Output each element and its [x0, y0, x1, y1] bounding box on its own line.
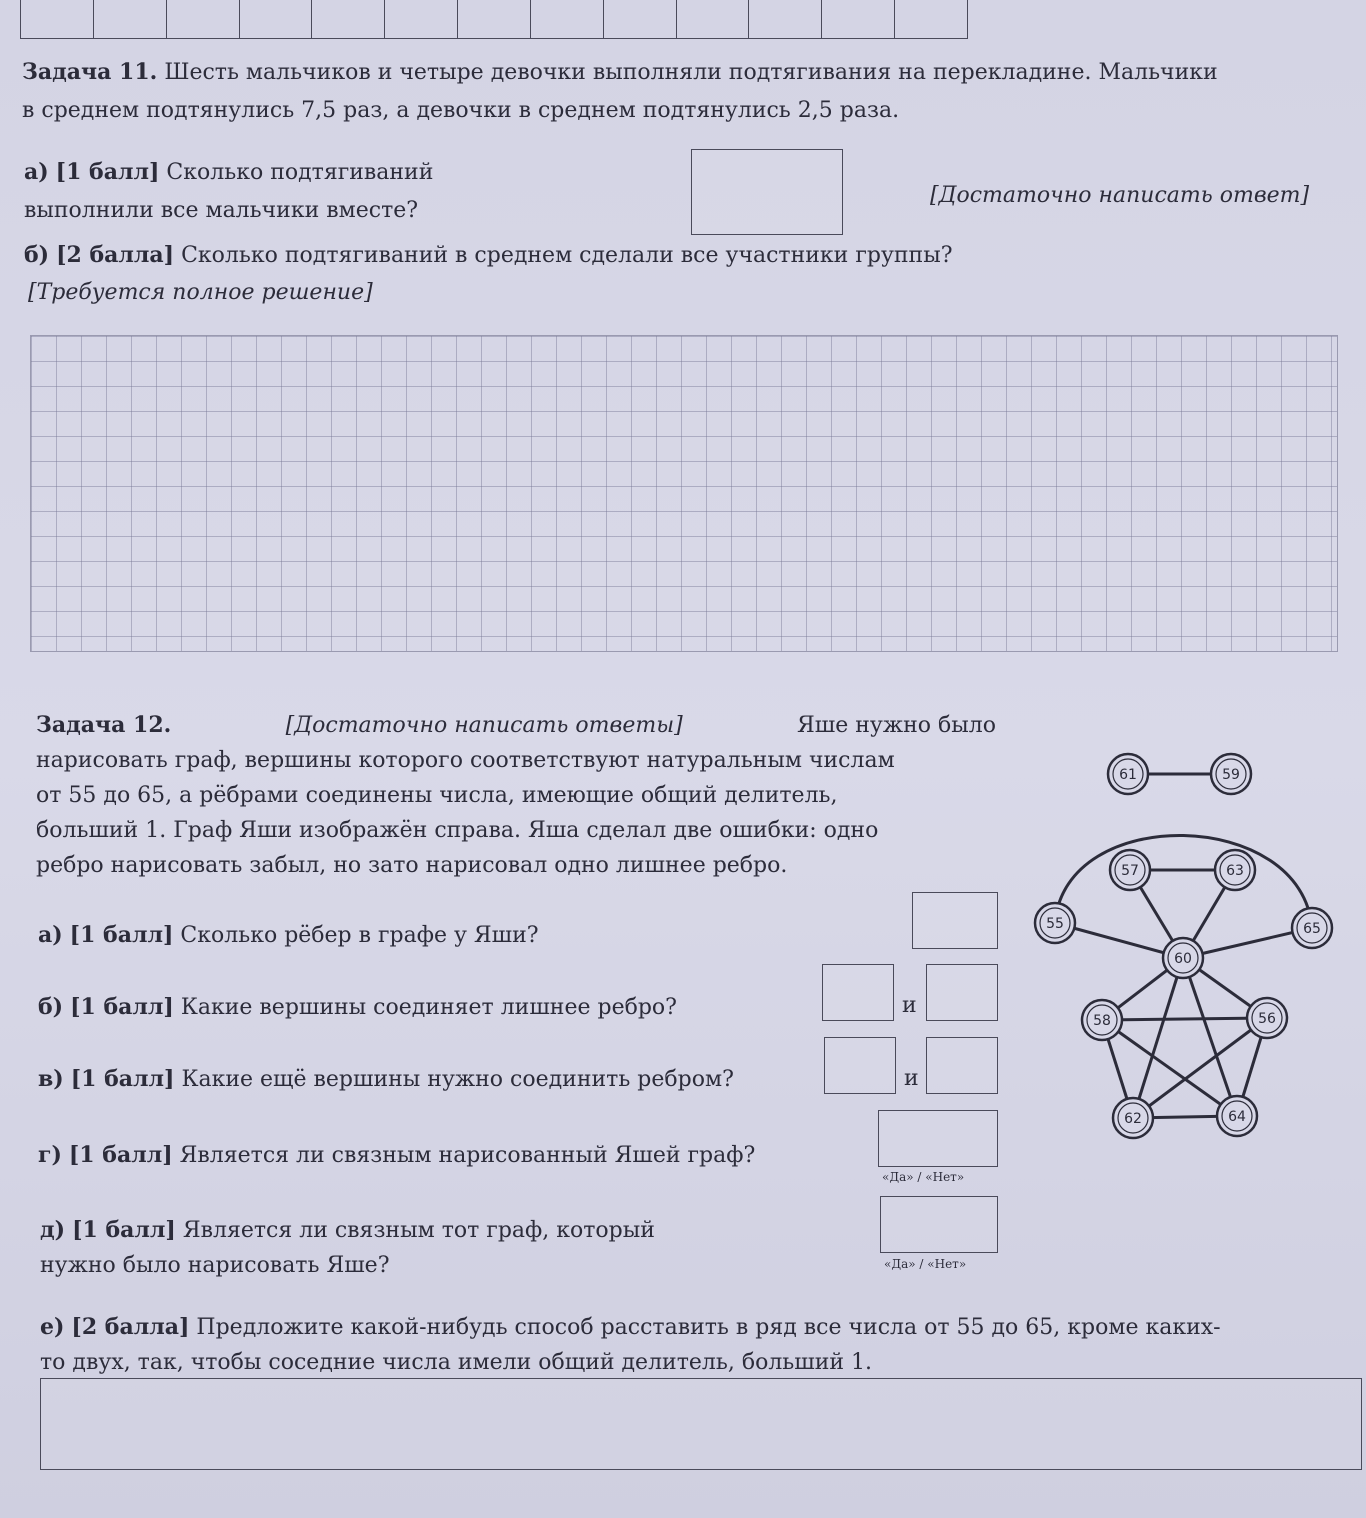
vertex-65-label: 65: [1303, 921, 1321, 937]
task12-d-text2: нужно было нарисовать Яше?: [40, 1253, 390, 1278]
edge-58-56: [1102, 1018, 1267, 1020]
vertex-59-label: 59: [1222, 767, 1240, 783]
task12-text-line5: ребро нарисовать забыл, но зато нарисовал одно лишнее ребро.: [36, 853, 788, 878]
task12-d-label: д): [40, 1217, 66, 1243]
task12-v-and: и: [904, 1066, 919, 1091]
top-answer-strip: [20, 0, 968, 39]
task12-text-line4: больший 1. Граф Яши изображён справа. Яша сделал две ошибки: одно: [36, 818, 879, 843]
task12-text-line1: Яше нужно было: [797, 713, 996, 738]
vertex-60-label: 60: [1174, 951, 1192, 967]
task11-a-points: [1 балл]: [55, 159, 160, 185]
task11-a-line1: [24, 155, 433, 190]
task12-b-label: б): [38, 994, 64, 1020]
task12-b-line: [38, 990, 677, 1025]
task11-heading: Задача 11.: [22, 59, 158, 85]
task12-e-text2: то двух, так, чтобы соседние числа имели общий делитель, больший 1.: [40, 1350, 873, 1375]
task11-text-line1: Шесть мальчиков и четыре девочки выполняли подтягивания на перекладине. Мальчики: [164, 60, 1218, 85]
task12-a-label: а): [38, 922, 63, 948]
vertex-57-label: 57: [1121, 863, 1139, 879]
task11-a-text2: выполнили все мальчики вместе?: [24, 198, 419, 223]
task11-b-note: [Требуется полное решение]: [28, 280, 373, 305]
task11-a-note: [Достаточно написать ответ]: [930, 183, 1310, 208]
task11-a-label: а): [24, 159, 49, 185]
task12-v-answer-box-2[interactable]: [926, 1037, 998, 1094]
task11-b-points: [2 балла]: [56, 242, 175, 268]
task11-line1: [22, 55, 1218, 90]
task12-a-answer-box[interactable]: [912, 892, 998, 949]
vertex-58-label: 58: [1093, 1013, 1111, 1029]
task12-b-text: Какие вершины соединяет лишнее ребро?: [180, 995, 677, 1020]
task12-graph: [1025, 740, 1355, 1150]
task11-b-line: [24, 238, 953, 273]
vertex-55-label: 55: [1046, 916, 1064, 932]
task12-b-points: [1 балл]: [70, 994, 174, 1020]
task12-e-line1: [40, 1310, 1221, 1345]
task11-text-line2: в среднем подтянулись 7,5 раз, а девочки в среднем подтянулись 2,5 раза.: [22, 98, 900, 123]
task12-g-label: г): [38, 1142, 62, 1168]
task12-e-answer-box[interactable]: [40, 1378, 1362, 1470]
solution-grid[interactable]: [30, 335, 1338, 652]
edge-60-64: [1183, 958, 1237, 1116]
task12-text-line3: от 55 до 65, а рёбрами соединены числа, имеющие общий делитель,: [36, 783, 838, 808]
edge-55-65: [1055, 835, 1312, 928]
vertex-64-label: 64: [1228, 1109, 1246, 1125]
task12-e-label: е): [40, 1314, 65, 1340]
task11-a-text1: Сколько подтягиваний: [166, 160, 434, 185]
task12-v-answer-box-1[interactable]: [824, 1037, 896, 1094]
vertex-56-label: 56: [1258, 1011, 1276, 1027]
task12-d-answer-box[interactable]: [880, 1196, 998, 1253]
task12-text-line2: нарисовать граф, вершины которого соответствуют натуральным числам: [36, 748, 895, 773]
task12-g-yes-no-hint: «Да» / «Нет»: [882, 1170, 965, 1184]
task12-b-and: и: [902, 993, 917, 1018]
task12-b-answer-box-2[interactable]: [926, 964, 998, 1021]
vertex-61-label: 61: [1119, 767, 1137, 783]
task11-a-answer-box[interactable]: [691, 149, 843, 235]
task12-a-line: [38, 918, 539, 953]
task12-d-text1: Является ли связным тот граф, который: [182, 1218, 655, 1243]
task12-line1: [36, 708, 996, 743]
task12-e-points: [2 балла]: [71, 1314, 190, 1340]
task12-d-line1: [40, 1213, 655, 1248]
task12-v-text: Какие ещё вершины нужно соединить ребром?: [181, 1067, 734, 1092]
task12-g-text: Является ли связным нарисованный Яшей граф?: [179, 1143, 756, 1168]
task12-g-points: [1 балл]: [68, 1142, 173, 1168]
task12-d-points: [1 балл]: [72, 1217, 176, 1243]
task12-note: [Достаточно написать ответы]: [285, 713, 683, 738]
task12-v-points: [1 балл]: [70, 1066, 175, 1092]
task12-b-answer-box-1[interactable]: [822, 964, 894, 1021]
edge-60-62: [1133, 958, 1183, 1118]
vertex-63-label: 63: [1226, 863, 1244, 879]
task11-b-label: б): [24, 242, 50, 268]
task12-a-text: Сколько рёбер в графе у Яши?: [180, 923, 539, 948]
task12-a-points: [1 балл]: [69, 922, 174, 948]
task11-b-text: Сколько подтягиваний в среднем сделали все участники группы?: [181, 243, 953, 268]
task12-v-line: [38, 1062, 734, 1097]
task12-e-text1: Предложите какой-нибудь способ расставить в ряд все числа от 55 до 65, кроме каких-: [196, 1315, 1221, 1340]
task12-g-answer-box[interactable]: [878, 1110, 998, 1167]
task12-g-line: [38, 1138, 755, 1173]
task12-d-yes-no-hint: «Да» / «Нет»: [884, 1257, 967, 1271]
task12-heading: Задача 12.: [36, 712, 172, 738]
vertex-62-label: 62: [1124, 1111, 1142, 1127]
task12-v-label: в): [38, 1066, 64, 1092]
